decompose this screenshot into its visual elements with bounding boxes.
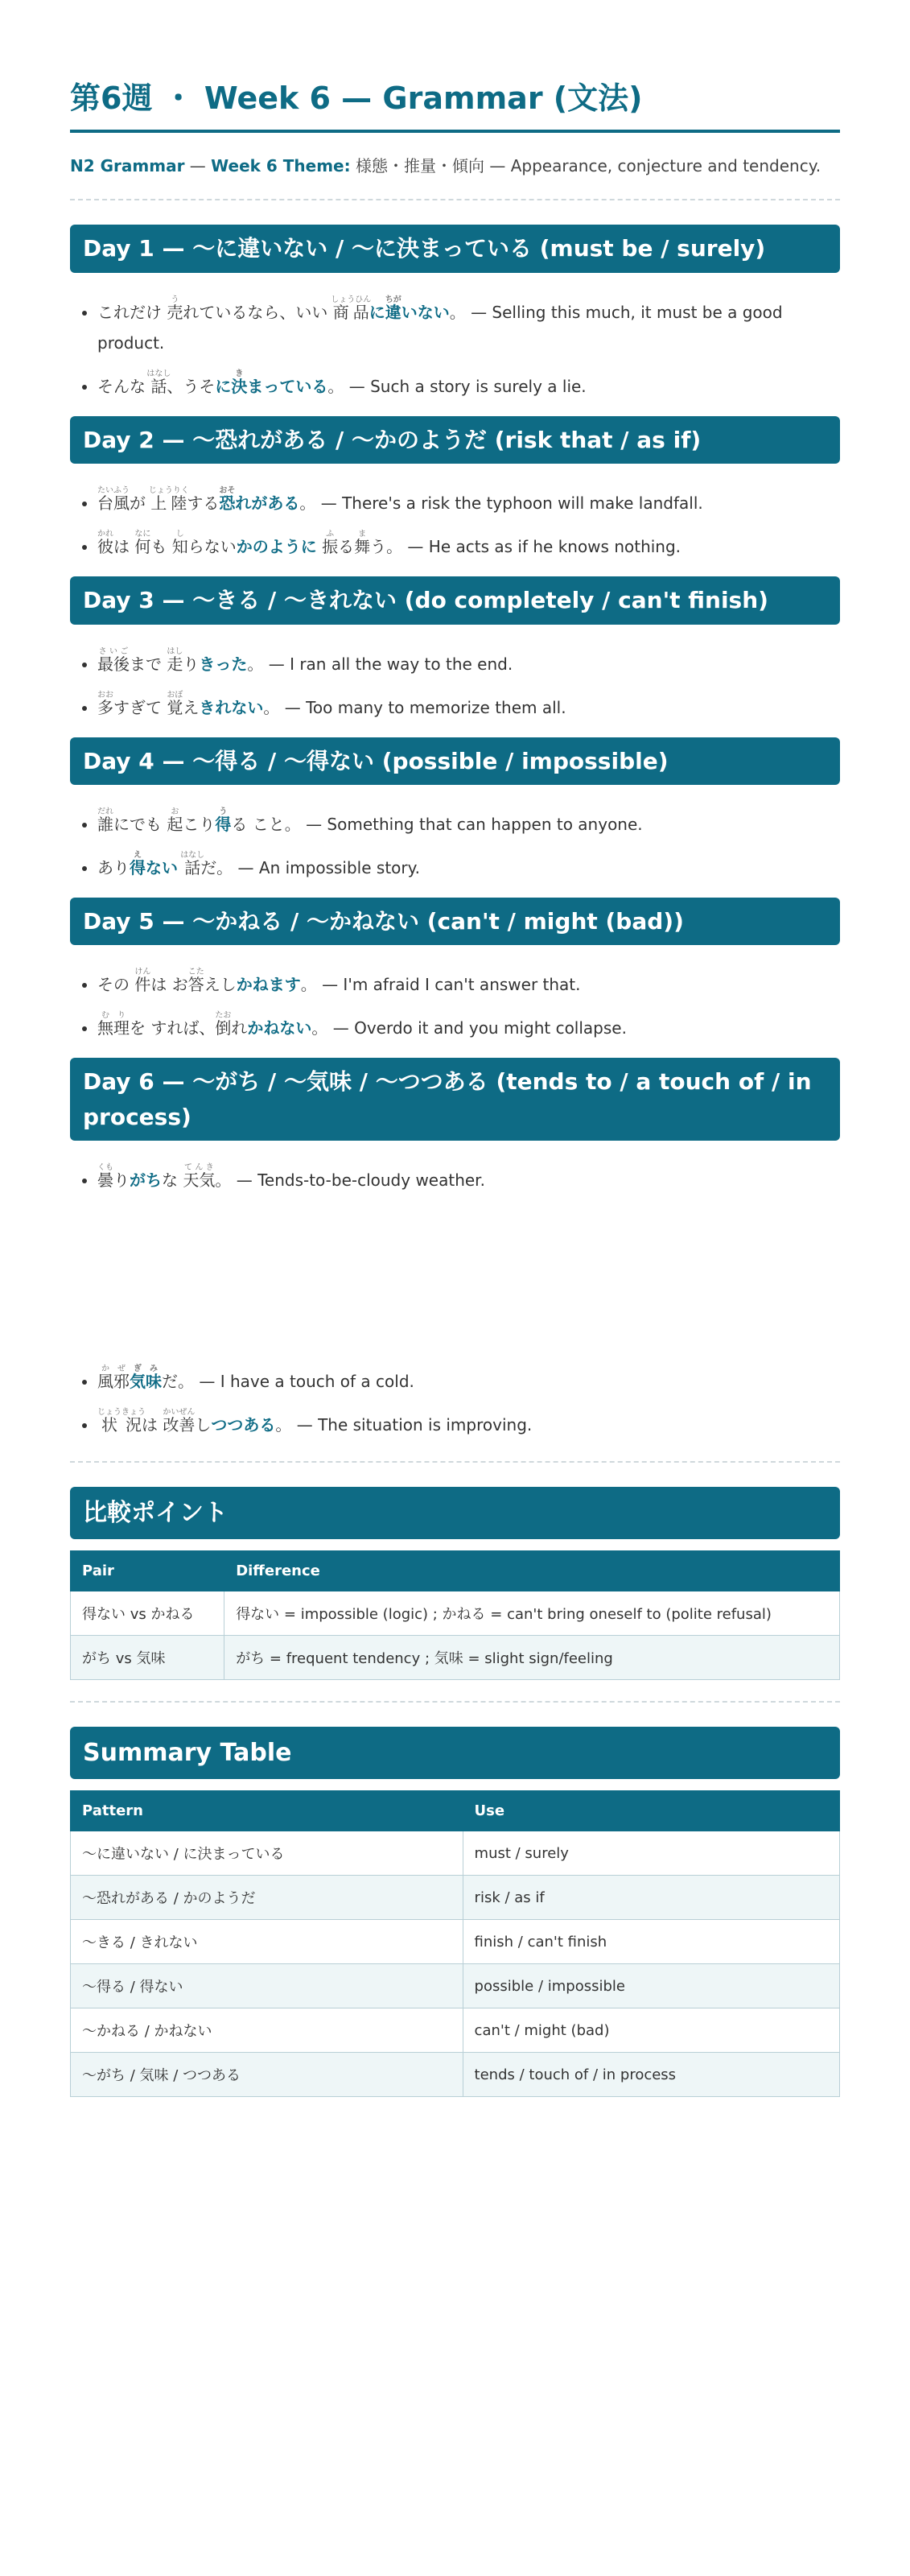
table-cell: possible / impossible	[463, 1964, 839, 2008]
sentence-text: る こと。 — Something that can happen to anyone.	[231, 814, 643, 834]
kanji-base: 振	[322, 537, 339, 557]
kanji-base: 風邪	[97, 1372, 130, 1392]
furigana-reading: たお	[215, 1011, 232, 1021]
table-cell: must / surely	[463, 1831, 839, 1876]
furigana-reading: はし	[167, 646, 183, 656]
sentence-text: な	[162, 1170, 183, 1191]
example-list	[70, 481, 840, 562]
sentence-text: する	[187, 493, 220, 514]
column-header: Difference	[224, 1551, 840, 1591]
kanji-base: 得	[215, 814, 232, 834]
furigana-word	[97, 690, 113, 717]
day-section	[70, 225, 840, 401]
day-section	[70, 1058, 840, 1440]
example-sentence	[97, 642, 840, 679]
furigana-reading: おぼ	[167, 690, 183, 700]
sentence-text: り	[183, 654, 200, 674]
table-cell: 〜恐れがある / かのようだ	[71, 1876, 463, 1920]
grammar-highlight: まっている	[247, 376, 328, 396]
furigana-reading: おお	[97, 690, 113, 700]
kanji-base: 倒	[215, 1018, 232, 1038]
column-header: Pattern	[71, 1791, 463, 1831]
day-section	[70, 576, 840, 722]
sentence-text: れ	[231, 1018, 248, 1038]
example-sentence	[97, 525, 840, 562]
furigana-word	[134, 968, 151, 995]
table-cell: 〜きる / きれない	[71, 1920, 463, 1964]
kanji-base: 舞	[354, 537, 371, 557]
grammar-highlight: ない	[146, 857, 178, 877]
table-cell: 得ない vs かねる	[71, 1591, 224, 1636]
furigana-word	[385, 295, 401, 322]
divider	[70, 1701, 840, 1703]
kanji-base: 曇	[97, 1170, 113, 1191]
furigana-word	[167, 295, 183, 322]
furigana-reading: てんき	[183, 1163, 216, 1173]
furigana-reading: お	[167, 807, 183, 816]
day-heading: Day 6 — 〜がち / 〜気味 / 〜つつある (tends to / a touch of / in process)	[70, 1058, 840, 1141]
sentence-text: だ。 — I have a touch of a cold.	[162, 1372, 414, 1392]
furigana-word	[183, 1163, 216, 1191]
table-header-row	[71, 1551, 840, 1591]
comparison-table	[70, 1550, 840, 1680]
furigana-reading: え	[130, 850, 146, 860]
summary-table	[70, 1790, 840, 2097]
kanji-base: 覚	[167, 697, 183, 717]
furigana-reading: じょうりく	[148, 486, 189, 496]
furigana-reading: たいふう	[97, 486, 130, 496]
sentence-text: だ。 — An impossible story.	[200, 857, 420, 877]
sentence-text: れているなら、いい	[183, 302, 333, 322]
sentence-text: し	[195, 1415, 212, 1435]
example-sentence	[97, 846, 840, 883]
sentence-text: は	[142, 1415, 163, 1435]
kanji-base: 話	[146, 376, 171, 396]
table-cell: risk / as if	[463, 1876, 839, 1920]
furigana-reading: ま	[354, 530, 371, 539]
sentence-text: 。 — There's a risk the typhoon will make landfall.	[299, 493, 703, 514]
grammar-highlight: いない	[401, 302, 450, 322]
example-sentence	[97, 803, 840, 840]
sentence-text: こり	[183, 814, 216, 834]
sentence-text: 。 — Overdo it and you might collapse.	[311, 1018, 627, 1038]
example-sentence	[97, 1360, 840, 1397]
day-heading: Day 4 — 〜得る / 〜得ない (possible / impossible)	[70, 737, 840, 785]
table-row	[71, 2053, 840, 2097]
sentence-text: も	[150, 537, 172, 557]
example-list	[70, 291, 840, 402]
sentence-text: 。 — I ran all the way to the end.	[247, 654, 513, 674]
furigana-word	[322, 530, 339, 557]
furigana-word	[167, 807, 183, 834]
sentence-text: 。 — Such a story is surely a lie.	[327, 376, 587, 396]
table-cell: can't / might (bad)	[463, 2008, 839, 2053]
furigana-reading: こた	[187, 968, 204, 977]
example-sentence	[97, 481, 840, 518]
sentence-text: らない	[187, 537, 237, 557]
divider	[70, 1461, 840, 1463]
example-sentence	[97, 1403, 840, 1440]
kanji-base: 気味	[130, 1372, 162, 1392]
column-header: Use	[463, 1791, 839, 1831]
furigana-word	[97, 486, 130, 514]
kanji-base: 決	[231, 376, 248, 396]
sentence-text: 。 — Selling this much, it must be a good product.	[97, 302, 783, 353]
furigana-reading: ちが	[385, 295, 401, 304]
sentence-text: その	[97, 975, 135, 995]
kanji-base: 答	[187, 975, 204, 995]
kanji-base: 天気	[183, 1170, 216, 1191]
kanji-base: 売	[167, 302, 183, 322]
kanji-base: 知	[171, 537, 188, 557]
furigana-word	[146, 369, 171, 396]
furigana-word	[97, 1163, 113, 1191]
day-heading: Day 3 — 〜きる / 〜きれない (do completely / can't finish)	[70, 576, 840, 624]
example-sentence	[97, 1006, 840, 1043]
sentence-text: は	[113, 537, 135, 557]
table-cell: 得ない = impossible (logic) ; かねる = can't bring oneself to (polite refusal)	[224, 1591, 840, 1636]
sentence-text: 。 — Tends-to-be-cloudy weather.	[215, 1170, 485, 1191]
furigana-word	[97, 807, 113, 834]
kanji-base: 上陸	[148, 493, 189, 514]
furigana-reading: はなし	[146, 369, 171, 378]
furigana-word	[167, 646, 183, 674]
page-title: 第6週 ・ Week 6 — Grammar (文法)	[70, 79, 840, 133]
table-header-row	[71, 1791, 840, 1831]
table-cell: 〜かねる / かねない	[71, 2008, 463, 2053]
kanji-base: 話	[180, 857, 205, 877]
sentence-text: これだけ	[97, 302, 167, 322]
grammar-highlight: れがある	[235, 493, 300, 514]
table-cell: 〜得る / 得ない	[71, 1964, 463, 2008]
furigana-word	[148, 486, 189, 514]
furigana-word	[97, 1408, 146, 1435]
sentence-text: えし	[204, 975, 237, 995]
sentence-text: まで	[130, 654, 167, 674]
sentence-text: あり	[97, 857, 130, 877]
day-heading: Day 2 — 〜恐れがある / 〜かのようだ (risk that / as if)	[70, 416, 840, 464]
furigana-word	[215, 1011, 232, 1038]
furigana-reading: う	[167, 295, 183, 304]
furigana-reading: ふ	[322, 530, 339, 539]
table-cell: tends / touch of / in process	[463, 2053, 839, 2097]
sentence-text: 。 — Too many to memorize them all.	[263, 697, 566, 717]
theme-dash: —	[184, 156, 212, 176]
furigana-reading: はなし	[180, 850, 205, 860]
blank-gap	[70, 1202, 840, 1360]
table-row	[71, 1876, 840, 1920]
page	[70, 0, 840, 2097]
sentence-text: え	[183, 697, 200, 717]
kanji-base: 誰	[97, 814, 113, 834]
day-section	[70, 898, 840, 1043]
table-cell: がち = frequent tendency ; 気味 = slight sign/feeling	[224, 1636, 840, 1680]
sentence-text: 。 — The situation is improving.	[275, 1415, 533, 1435]
sentence-text: る	[338, 537, 355, 557]
grammar-highlight: に	[369, 302, 385, 322]
kanji-base: 走	[167, 654, 183, 674]
furigana-word	[97, 530, 113, 557]
furigana-word	[167, 690, 183, 717]
grammar-highlight: かねない	[247, 1018, 312, 1038]
theme-text: 様態・推量・傾向 — Appearance, conjecture and tendency.	[350, 156, 821, 176]
week-theme	[70, 154, 840, 178]
table-row	[71, 2008, 840, 2053]
kanji-base: 商品	[331, 302, 372, 322]
furigana-word	[187, 968, 204, 995]
kanji-base: 恐	[219, 493, 236, 514]
example-sentence	[97, 686, 840, 723]
furigana-reading: じょうきょう	[97, 1408, 146, 1418]
kanji-base: 得	[130, 857, 146, 877]
grammar-highlight: つつある	[211, 1415, 276, 1435]
theme-label: Week 6 Theme:	[211, 156, 351, 176]
furigana-word	[180, 850, 205, 877]
furigana-reading: けん	[134, 968, 151, 977]
sentence-text: すぎて	[113, 697, 167, 717]
furigana-word	[130, 850, 146, 877]
grammar-highlight: きれない	[199, 697, 264, 717]
kanji-base: 状況	[97, 1415, 146, 1435]
example-sentence	[97, 291, 840, 358]
furigana-reading: しょうひん	[331, 295, 372, 304]
furigana-word	[331, 295, 372, 322]
sentence-text: そんな	[97, 376, 151, 396]
kanji-base: 彼	[97, 537, 113, 557]
grammar-highlight: かねます	[236, 975, 301, 995]
furigana-reading: かいぜん	[163, 1408, 196, 1418]
table-cell: 〜がち / 気味 / つつある	[71, 2053, 463, 2097]
grammar-highlight: きった	[199, 654, 248, 674]
furigana-reading: さいご	[97, 646, 130, 656]
table-row	[71, 1591, 840, 1636]
furigana-word	[163, 1408, 196, 1435]
divider	[70, 199, 840, 200]
example-list	[70, 1158, 840, 1195]
day-section	[70, 416, 840, 562]
sentence-text: を すれば、	[130, 1018, 216, 1038]
kanji-base: 違	[385, 302, 401, 322]
furigana-reading: ぎみ	[130, 1364, 162, 1374]
example-list	[70, 963, 840, 1043]
furigana-reading: おそ	[219, 486, 236, 496]
table-row	[71, 1964, 840, 2008]
table-row	[71, 1831, 840, 1876]
furigana-reading: だれ	[97, 807, 113, 816]
kanji-base: 何	[134, 537, 151, 557]
sentence-text: 。 — I'm afraid I can't answer that.	[300, 975, 581, 995]
sentence-text: う。 — He acts as if he knows nothing.	[370, 537, 681, 557]
grammar-highlight: がち	[130, 1170, 162, 1191]
sentence-text: は お	[150, 975, 188, 995]
example-sentence	[97, 1158, 840, 1195]
grammar-highlight: に	[215, 376, 232, 396]
kanji-base: 件	[134, 975, 151, 995]
table-cell: がち vs 気味	[71, 1636, 224, 1680]
day-section	[70, 737, 840, 883]
example-sentence	[97, 963, 840, 1000]
furigana-reading: むり	[97, 1011, 130, 1021]
furigana-word	[171, 530, 188, 557]
furigana-reading: う	[215, 807, 232, 816]
example-list	[70, 803, 840, 883]
furigana-word	[219, 486, 236, 514]
column-header: Pair	[71, 1551, 224, 1591]
example-list	[70, 642, 840, 723]
sentence-text: 、うそ	[167, 376, 216, 396]
kanji-base: 最後	[97, 654, 130, 674]
kanji-base: 改善	[163, 1415, 196, 1435]
furigana-word	[134, 530, 151, 557]
sentence-text: り	[113, 1170, 130, 1191]
furigana-reading: き	[231, 369, 248, 378]
furigana-reading: くも	[97, 1163, 113, 1173]
table-cell: 〜に違いない / に決まっている	[71, 1831, 463, 1876]
furigana-reading: なに	[134, 530, 151, 539]
day-heading: Day 1 — 〜に違いない / 〜に決まっている (must be / surely)	[70, 225, 840, 272]
furigana-word	[97, 1011, 130, 1038]
day-heading: Day 5 — 〜かねる / 〜かねない (can't / might (bad))	[70, 898, 840, 945]
kanji-base: 台風	[97, 493, 130, 514]
furigana-reading: し	[171, 530, 188, 539]
furigana-word	[97, 646, 130, 674]
table-row	[71, 1636, 840, 1680]
table-cell: finish / can't finish	[463, 1920, 839, 1964]
example-sentence	[97, 365, 840, 402]
level-label: N2 Grammar	[70, 156, 185, 176]
summary-heading: Summary Table	[70, 1727, 840, 1779]
kanji-base: 無理	[97, 1018, 130, 1038]
example-list	[70, 1360, 840, 1440]
comparison-heading: 比較ポイント	[70, 1487, 840, 1539]
sentence-text: が	[130, 493, 151, 514]
table-row	[71, 1920, 840, 1964]
furigana-word	[231, 369, 248, 396]
furigana-word	[130, 1364, 162, 1392]
furigana-word	[354, 530, 371, 557]
furigana-reading: かれ	[97, 530, 113, 539]
kanji-base: 起	[167, 814, 183, 834]
furigana-word	[97, 1364, 130, 1392]
kanji-base: 多	[97, 697, 113, 717]
days-container	[70, 225, 840, 1440]
grammar-highlight: かのように	[236, 537, 317, 557]
sentence-text: にでも	[113, 814, 167, 834]
furigana-word	[215, 807, 232, 834]
furigana-reading: かぜ	[97, 1364, 130, 1374]
